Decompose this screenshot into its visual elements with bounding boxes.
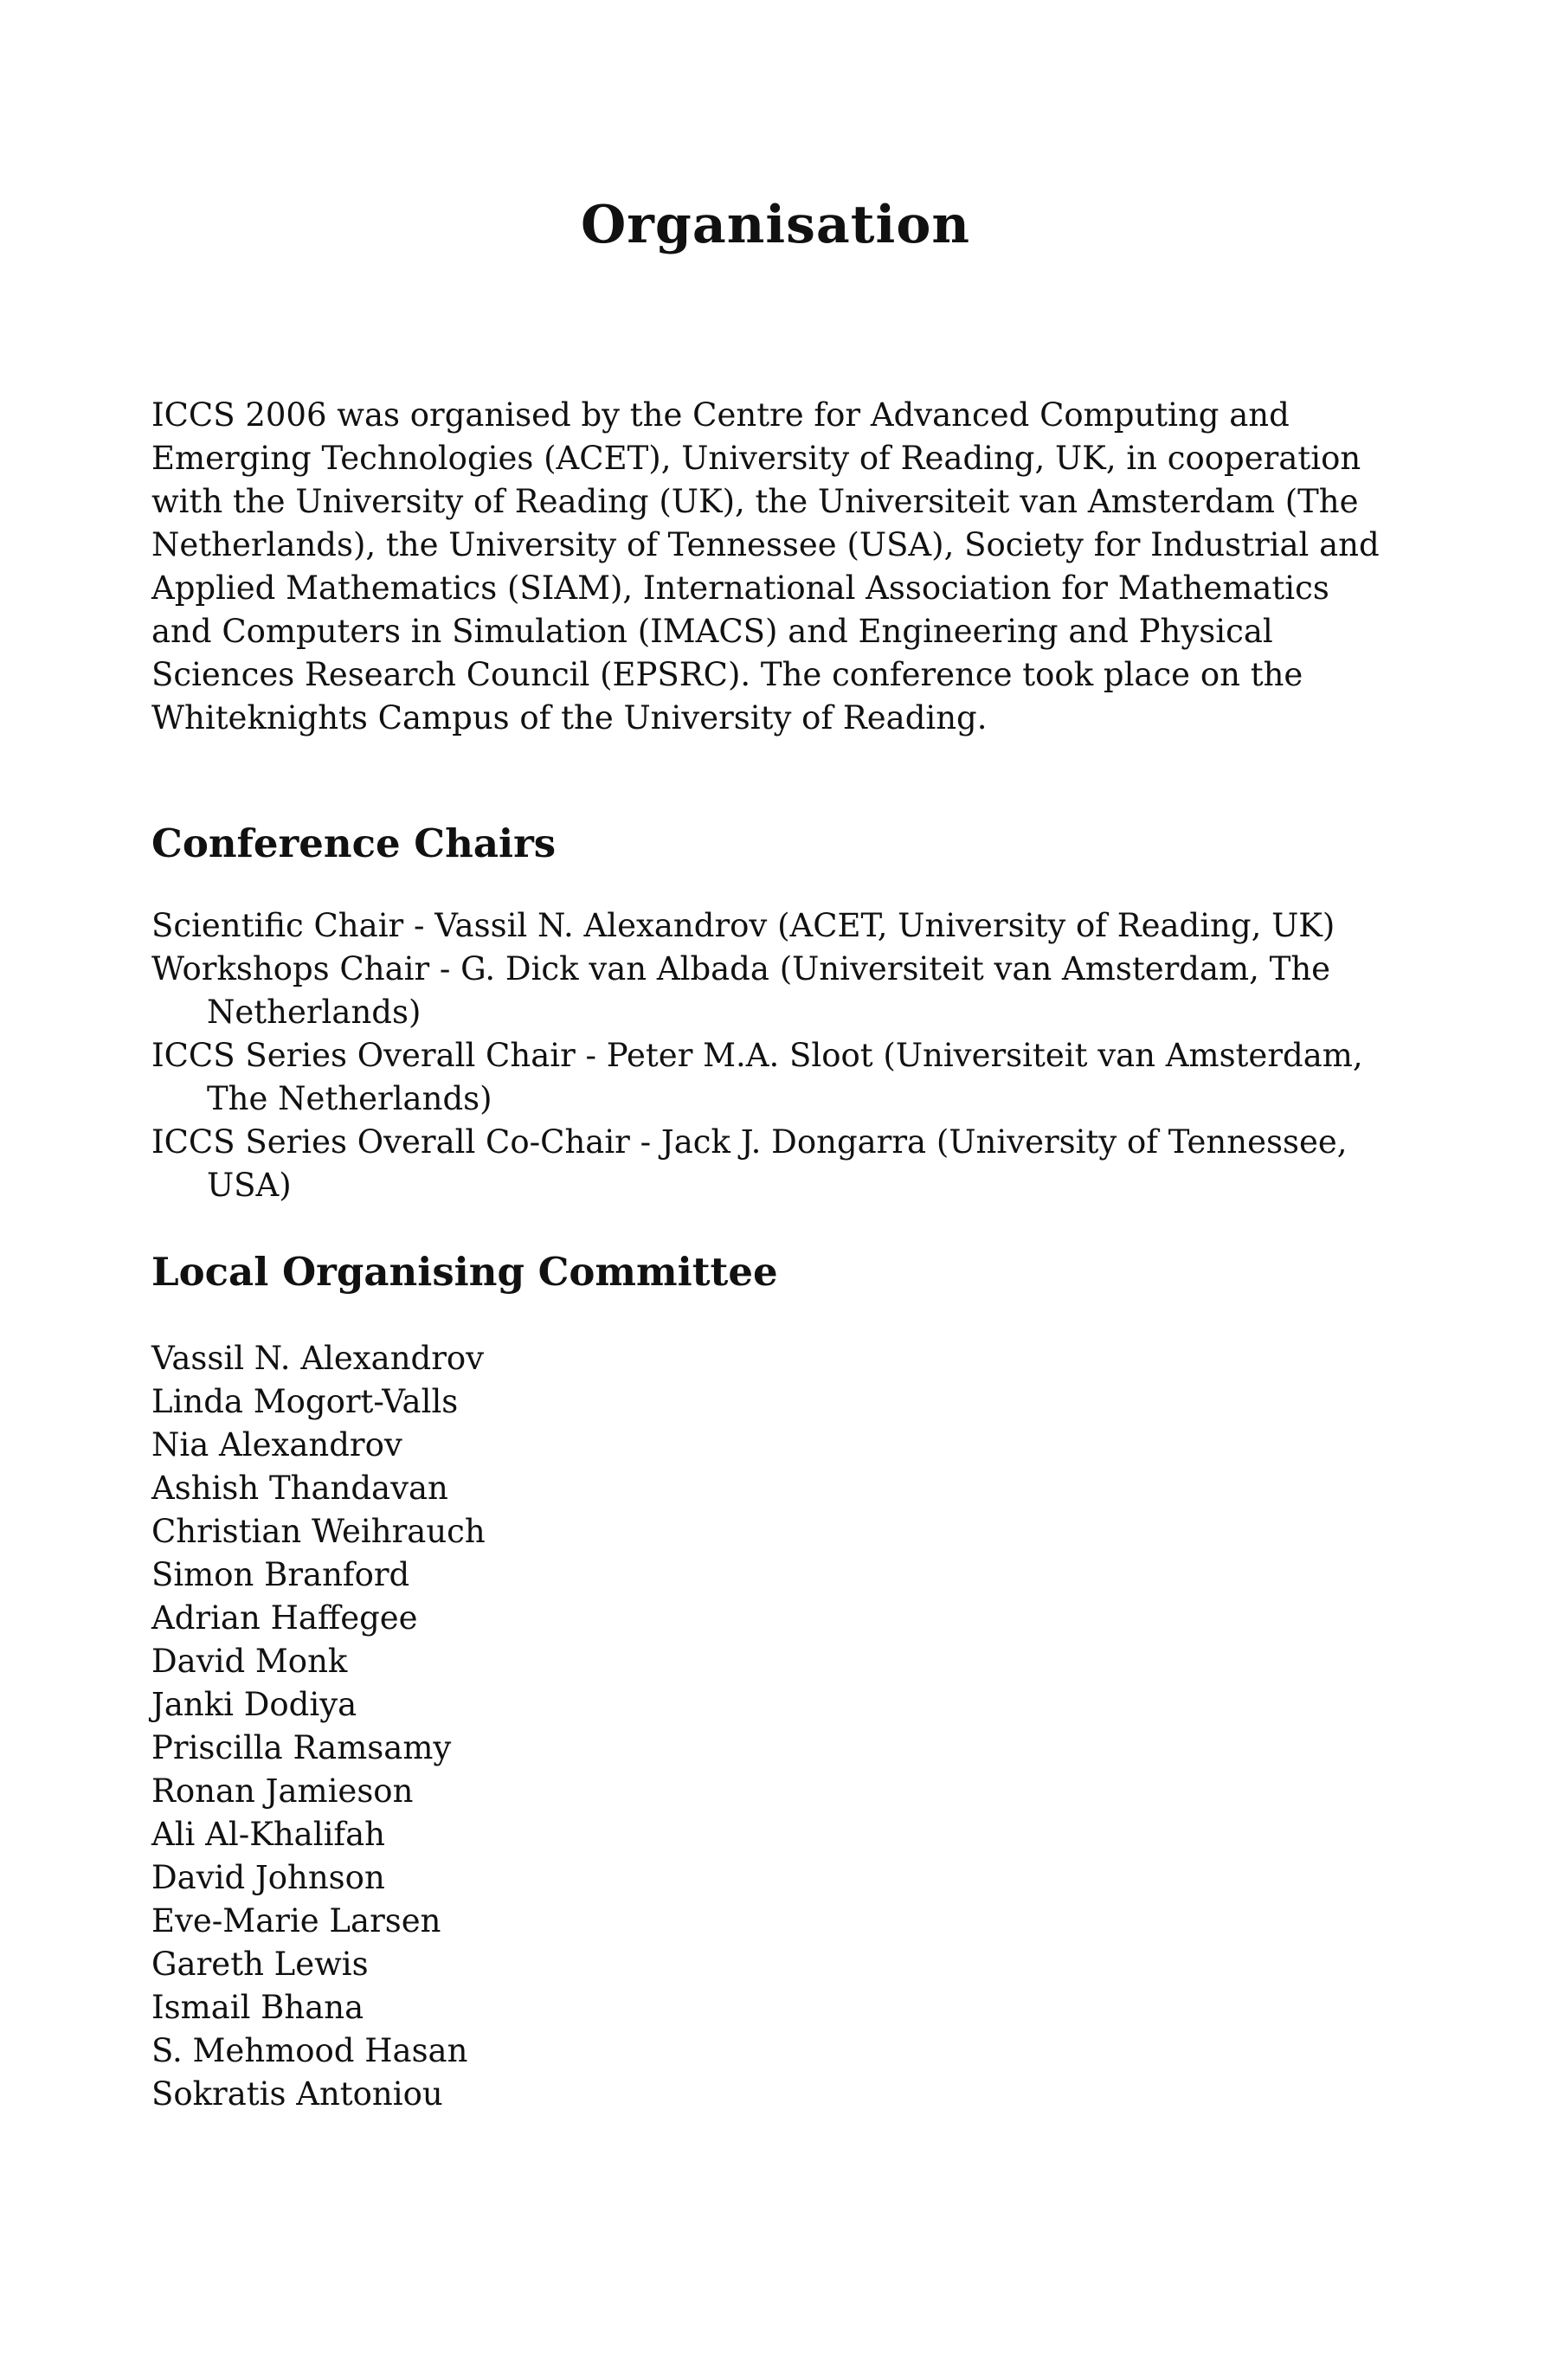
committee-member: Adrian Haffegee (151, 1599, 418, 1637)
chair-entry: ICCS Series Overall Co-Chair - Jack J. Dongarra (University of Tennessee, USA) (151, 1123, 1348, 1204)
committee-member: Eve-Marie Larsen (151, 1902, 441, 1939)
committee-member: Nia Alexandrov (151, 1426, 402, 1463)
conference-chairs-heading: Conference Chairs (151, 820, 557, 866)
committee-member: Priscilla Ramsamy (151, 1729, 452, 1766)
local-committee-heading: Local Organising Committee (151, 1249, 778, 1295)
committee-member: David Monk (151, 1643, 348, 1680)
committee-member: Vassil N. Alexandrov (151, 1340, 485, 1377)
conference-chairs-list (151, 904, 1432, 1207)
committee-member: Simon Branford (151, 1556, 410, 1593)
committee-member: Ismail Bhana (151, 1989, 364, 2026)
committee-member: Ashish Thandavan (151, 1470, 448, 1507)
committee-member: Ronan Jamieson (151, 1772, 414, 1810)
committee-member: Janki Dodiya (151, 1686, 357, 1723)
committee-member: Linda Mogort-Valls (151, 1383, 459, 1420)
committee-member: S. Mehmood Hasan (151, 2032, 468, 2069)
committee-member: Sokratis Antoniou (151, 2075, 443, 2113)
local-committee-list (151, 1337, 930, 2116)
committee-member: Gareth Lewis (151, 1946, 369, 1983)
chair-entry: ICCS Series Overall Chair - Peter M.A. Sloot (Universiteit van Amsterdam, The Netherlands) (151, 1037, 1363, 1117)
committee-member: Ali Al-Khalifah (151, 1816, 385, 1853)
chair-entry: Workshops Chair - G. Dick van Albada (Universiteit van Amsterdam, The Netherlands) (151, 950, 1331, 1031)
intro-paragraph: ICCS 2006 was organised by the Centre for Advanced Computing and Emerging Technologies (ACET), University of Reading, UK, in cooperation with the University of Reading (UK), the Universiteit van Amsterdam (The Netherlands), the University of Tennessee (USA), Society for Industrial and Applied Mathematics (SIAM), International Association for Mathematics and Computers in Simulation (IMACS) and Engineering and Physical Sciences Research Council (EPSRC). The conference took place on the Whiteknights Campus of the University of Reading. (151, 396, 1380, 737)
chair-entry: Scientific Chair - Vassil N. Alexandrov (ACET, University of Reading, UK) (151, 907, 1335, 944)
committee-member: Christian Weihrauch (151, 1513, 486, 1550)
page-title: Organisation (581, 195, 970, 255)
committee-member: David Johnson (151, 1859, 385, 1896)
